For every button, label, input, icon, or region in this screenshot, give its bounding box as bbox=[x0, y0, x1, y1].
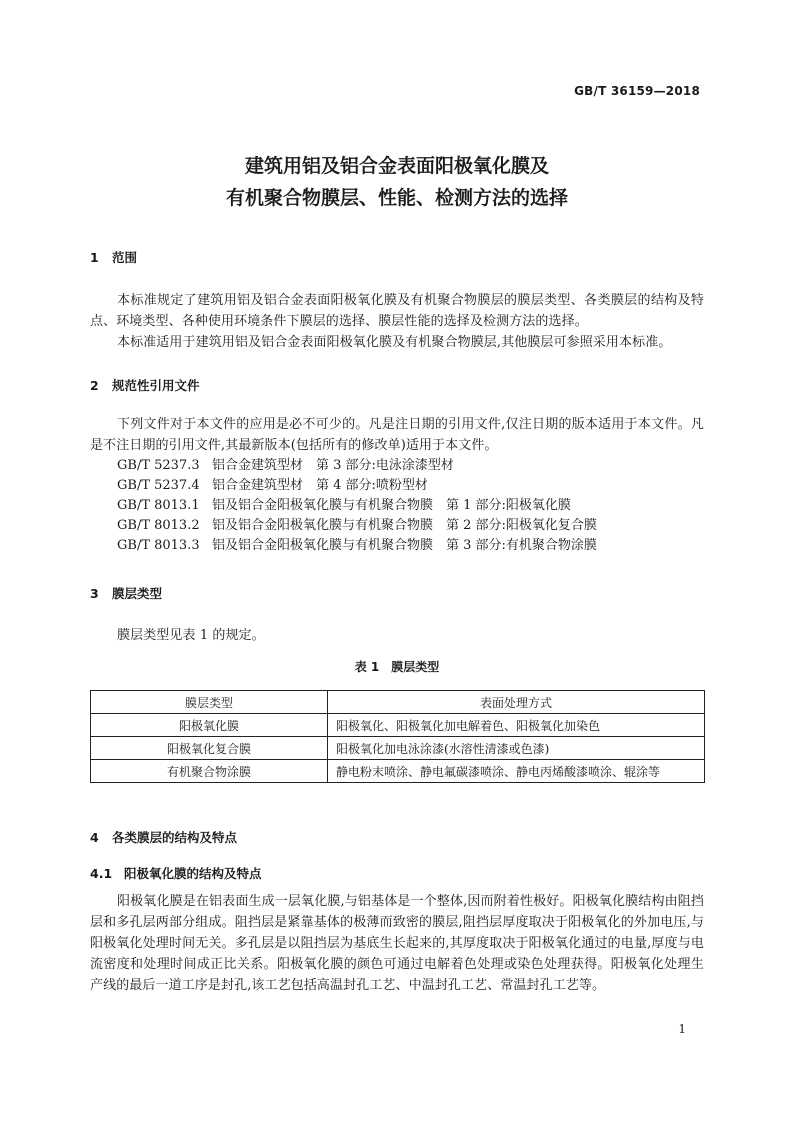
section-3-title: 膜层类型 bbox=[112, 586, 163, 601]
table-1-caption-wrap bbox=[90, 658, 704, 675]
table-header-cell: 膜层类型 bbox=[91, 691, 328, 714]
section-4-1-title: 阳极氧化膜的结构及特点 bbox=[124, 866, 262, 881]
section-1-title: 范围 bbox=[112, 250, 138, 265]
reference-title: 铝合金建筑型材 第 4 部分:喷粉型材 bbox=[212, 478, 428, 493]
reference-title: 铝及铝合金阳极氧化膜与有机聚合物膜 第 2 部分:阳极氧化复合膜 bbox=[212, 518, 597, 533]
table-cell-type: 阳极氧化膜 bbox=[91, 714, 328, 737]
section-3-paragraph: 膜层类型见表 1 的规定。 bbox=[117, 628, 265, 643]
table-cell-type: 阳极氧化复合膜 bbox=[91, 737, 328, 760]
table-header-cell: 表面处理方式 bbox=[328, 691, 705, 714]
section-2-number: 2 bbox=[90, 378, 99, 393]
title-line-2: 有机聚合物膜层、性能、检测方法的选择 bbox=[225, 187, 568, 209]
section-3-number: 3 bbox=[90, 586, 99, 601]
section-4-1-number: 4.1 bbox=[90, 866, 113, 881]
section-4-1-heading bbox=[90, 864, 704, 882]
reference-item bbox=[90, 516, 704, 536]
table-row bbox=[91, 760, 705, 783]
table-cell-treatment: 静电粉末喷涂、静电氟碳漆喷涂、静电丙烯酸漆喷涂、辊涂等 bbox=[328, 760, 705, 783]
section-4-1-paragraph: 阳极氧化膜是在铝表面生成一层氧化膜,与铝基体是一个整体,因而附着性极好。阳极氧化膜结构由阻挡层和多孔层两部分组成。阻挡层是紧靠基体的极薄而致密的膜层,阻挡层厚度取决于阳极氧化的外加电压,与阳极氧化处理时间无关。多孔层是以阻挡层为基底生长起来的,其厚度取决于阳极氧化通过的电量,厚度与电流密度和处理时间成正比关系。阳极氧化膜的颜色可通过电解着色处理或染色处理获得。阳极氧化处理生产线的最后一道工序是封孔,该工艺包括高温封孔工艺、中温封孔工艺、常温封孔工艺等。 bbox=[90, 894, 704, 993]
section-4-1 bbox=[90, 864, 704, 882]
reference-title: 铝及铝合金阳极氧化膜与有机聚合物膜 第 3 部分:有机聚合物涂膜 bbox=[212, 538, 597, 553]
reference-item bbox=[90, 496, 704, 516]
section-1-heading bbox=[90, 248, 704, 266]
section-2-body bbox=[90, 414, 704, 556]
reference-list bbox=[90, 456, 704, 556]
section-1 bbox=[90, 248, 704, 266]
section-2-intro: 下列文件对于本文件的应用是必不可少的。凡是注日期的引用文件,仅注日期的版本适用于本文件。凡是不注日期的引用文件,其最新版本(包括所有的修改单)适用于本文件。 bbox=[90, 417, 704, 453]
section-2-heading bbox=[90, 376, 704, 394]
reference-title: 铝合金建筑型材 第 3 部分:电泳涂漆型材 bbox=[212, 458, 454, 473]
table-cell-treatment: 阳极氧化、阳极氧化加电解着色、阳极氧化加染色 bbox=[328, 714, 705, 737]
reference-code: GB/T 8013.3 bbox=[117, 538, 200, 553]
coating-types-table bbox=[90, 690, 705, 783]
table-header-row bbox=[91, 691, 705, 714]
document-title bbox=[0, 150, 794, 214]
reference-code: GB/T 8013.2 bbox=[117, 518, 200, 533]
section-1-number: 1 bbox=[90, 250, 99, 265]
table-row bbox=[91, 714, 705, 737]
reference-code: GB/T 8013.1 bbox=[117, 498, 200, 513]
section-4-1-body bbox=[90, 891, 704, 996]
reference-code: GB/T 5237.4 bbox=[117, 478, 200, 493]
reference-title: 铝及铝合金阳极氧化膜与有机聚合物膜 第 1 部分:阳极氧化膜 bbox=[212, 498, 571, 513]
section-4 bbox=[90, 828, 704, 846]
section-3-body bbox=[90, 625, 704, 646]
section-1-paragraph-2: 本标准适用于建筑用铝及铝合金表面阳极氧化膜及有机聚合物膜层,其他膜层可参照采用本标准。 bbox=[117, 335, 672, 350]
section-1-paragraph-1: 本标准规定了建筑用铝及铝合金表面阳极氧化膜及有机聚合物膜层的膜层类型、各类膜层的结构及特点、环境类型、各种使用环境条件下膜层的选择、膜层性能的选择及检测方法的选择。 bbox=[90, 293, 704, 329]
section-2 bbox=[90, 376, 704, 394]
standard-number: GB/T 36159—2018 bbox=[574, 84, 700, 98]
reference-code: GB/T 5237.3 bbox=[117, 458, 200, 473]
section-1-body bbox=[90, 290, 704, 353]
table-row bbox=[91, 737, 705, 760]
title-line-1: 建筑用铝及铝合金表面阳极氧化膜及 bbox=[244, 155, 549, 177]
table-cell-treatment: 阳极氧化加电泳涂漆(水溶性清漆或色漆) bbox=[328, 737, 705, 760]
table-1-wrap bbox=[90, 690, 704, 783]
table-1-caption: 表 1 膜层类型 bbox=[354, 660, 440, 674]
section-4-number: 4 bbox=[90, 830, 99, 845]
reference-item bbox=[90, 536, 704, 556]
table-cell-type: 有机聚合物涂膜 bbox=[91, 760, 328, 783]
reference-item bbox=[90, 476, 704, 496]
page-number: 1 bbox=[678, 1022, 686, 1036]
reference-item bbox=[90, 456, 704, 476]
section-3-heading bbox=[90, 584, 704, 602]
section-4-title: 各类膜层的结构及特点 bbox=[112, 830, 238, 845]
section-2-title: 规范性引用文件 bbox=[112, 378, 200, 393]
section-4-heading bbox=[90, 828, 704, 846]
section-3 bbox=[90, 584, 704, 602]
